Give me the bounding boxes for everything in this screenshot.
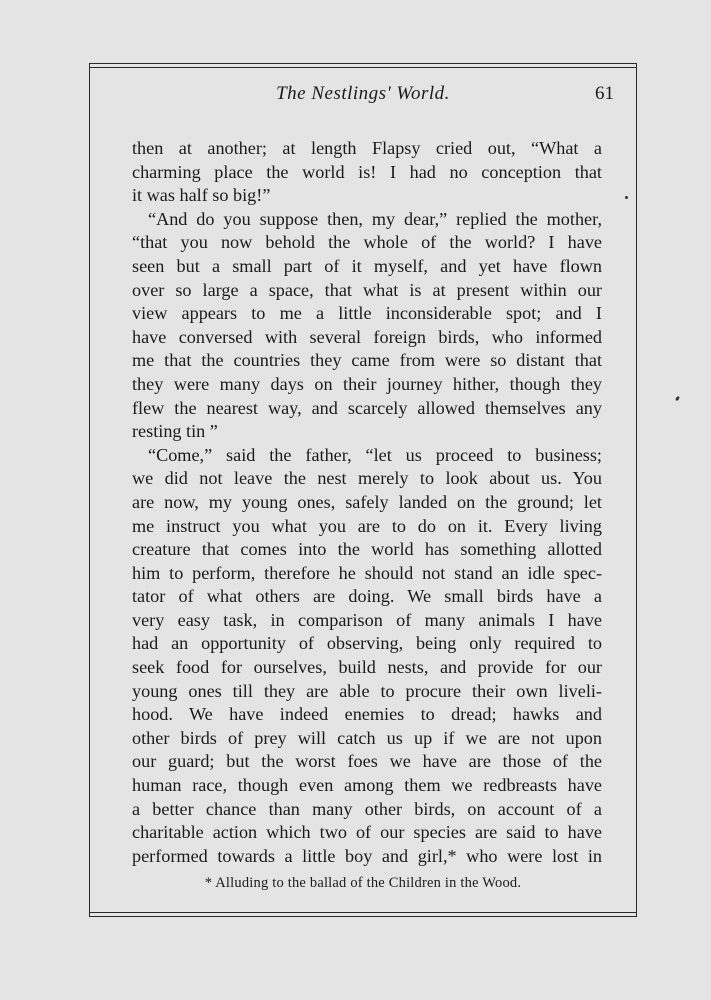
text-line: tator of what others are doing. We small birds have a bbox=[132, 586, 602, 607]
text-line: then at another; at length Flapsy cried out, “What a bbox=[132, 138, 602, 158]
text-line: “And do you suppose then, my dear,” replied the mother, bbox=[148, 208, 602, 229]
page-frame bbox=[89, 63, 637, 917]
bottom-rule-inner bbox=[90, 912, 636, 913]
text-line: creature that comes into the world has something allotted bbox=[132, 539, 602, 560]
text-line: charitable action which two of our species are said to have bbox=[132, 822, 602, 843]
text-line: resting tin ” bbox=[132, 421, 218, 442]
text-line: we did not leave the nest merely to look about us. You bbox=[132, 468, 602, 489]
page-number: 61 bbox=[595, 83, 614, 104]
running-title: The Nestlings' World. bbox=[276, 83, 450, 104]
text-line: over so large a space, that what is at present within our bbox=[132, 279, 602, 300]
text-line: flew the nearest way, and scarcely allowed themselves any bbox=[132, 397, 602, 418]
text-line: seen but a small part of it myself, and yet have flown bbox=[132, 255, 602, 276]
text-line: him to perform, therefore he should not stand an idle spec- bbox=[132, 562, 602, 583]
text-line: “Come,” said the father, “let us proceed to business; bbox=[148, 444, 602, 465]
text-line: charming place the world is! I had no conception that bbox=[132, 161, 602, 182]
text-line: “that you now behold the whole of the world? I have bbox=[132, 232, 602, 253]
paragraph-2 bbox=[132, 208, 602, 444]
text-line: hood. We have indeed enemies to dread; hawks and bbox=[132, 704, 602, 725]
text-line: it was half so big!” bbox=[132, 185, 271, 206]
body-text bbox=[132, 137, 602, 868]
text-line: performed towards a little boy and girl,* who were lost in bbox=[132, 845, 602, 866]
text-line: seek food for ourselves, build nests, and provide for our bbox=[132, 657, 602, 678]
top-rule-outer bbox=[90, 63, 636, 64]
text-line: our guard; but the worst foes we have are those of the bbox=[132, 751, 602, 772]
text-line: young ones till they are able to procure their own liveli- bbox=[132, 680, 602, 701]
text-line: have conversed with several foreign birds, who informed bbox=[132, 326, 602, 347]
text-line: a better chance than many other birds, on account of a bbox=[132, 798, 602, 819]
text-line: very easy task, in comparison of many animals I have bbox=[132, 609, 602, 630]
text-line: they were many days on their journey hither, though they bbox=[132, 373, 602, 394]
ink-speck bbox=[675, 396, 680, 402]
text-line: had an opportunity of observing, being only required to bbox=[132, 633, 602, 654]
paragraph-1 bbox=[132, 137, 602, 208]
ink-speck bbox=[625, 196, 628, 199]
text-line: are now, my young ones, safely landed on the ground; let bbox=[132, 491, 602, 512]
text-line: me instruct you what you are to do on it. Every living bbox=[132, 515, 602, 536]
text-line: view appears to me a little inconsiderable spot; and I bbox=[132, 303, 602, 324]
text-line: human race, though even among them we redbreasts have bbox=[132, 775, 602, 796]
text-line: other birds of prey will catch us up if we are not upon bbox=[132, 727, 602, 748]
paragraph-3 bbox=[132, 444, 602, 869]
bottom-rule-outer bbox=[90, 916, 636, 917]
top-rule-inner bbox=[90, 67, 636, 68]
running-head bbox=[90, 83, 636, 109]
footnote: * Alluding to the ballad of the Children in the Wood. bbox=[204, 875, 522, 891]
text-line: me that the countries they came from were so distant that bbox=[132, 350, 602, 371]
